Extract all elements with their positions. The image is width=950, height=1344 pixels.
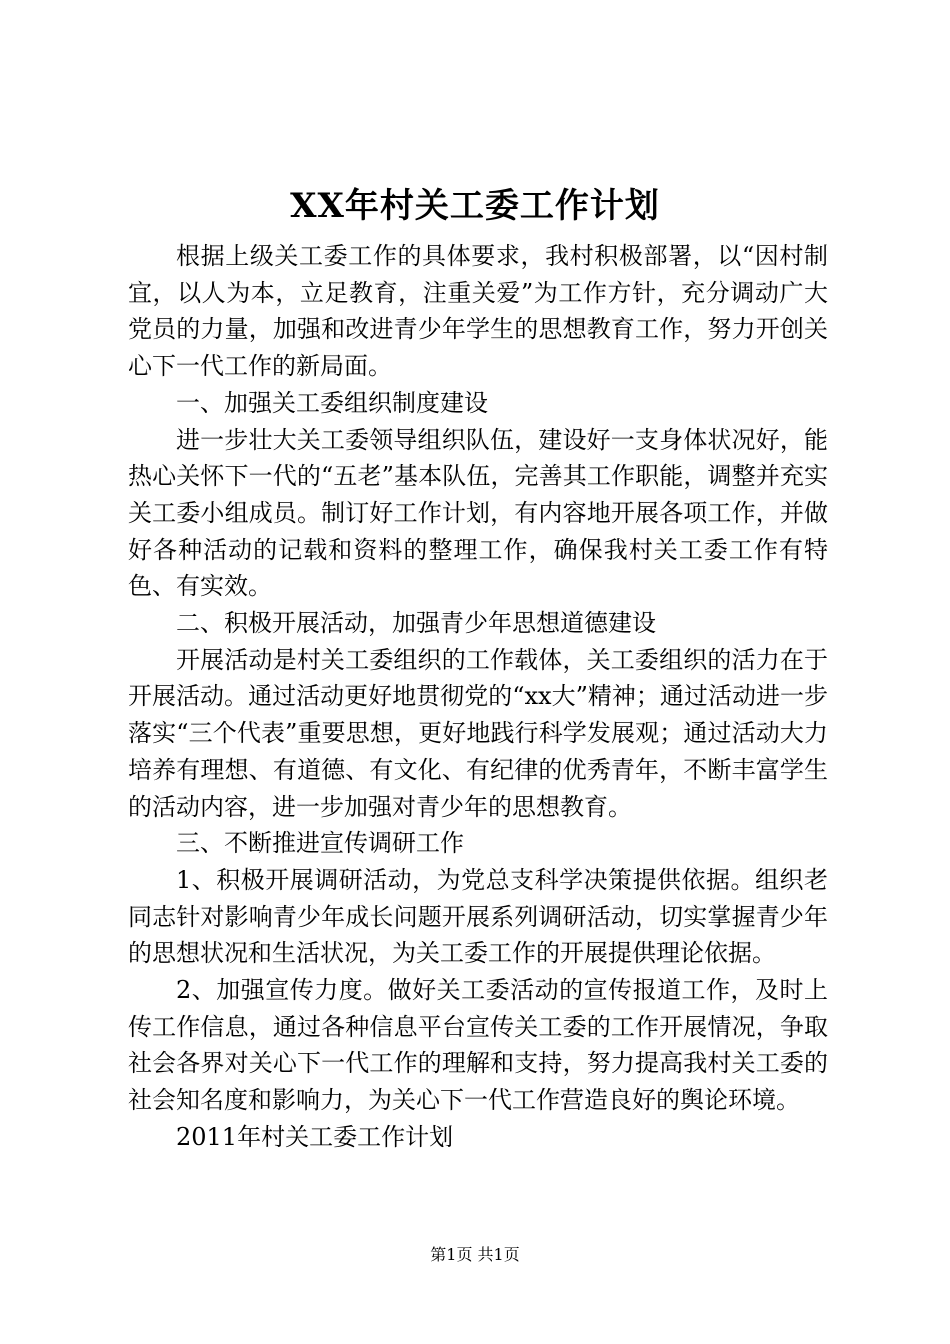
paragraph-section-1: 进一步壮大关工委领导组织队伍，建设好一支身体状况好，能热心关怀下一代的“五老”基本队伍，完善其工作职能，调整并充实关工委小组成员。制订好工作计划，有内容地开展各项工作，并做好各种活动的记载和资料的整理工作，确保我村关工委工作有特色、有实效。 — [128, 425, 828, 601]
paragraph-closing-title: 2011年村关工委工作计划 — [176, 1122, 454, 1151]
paragraph-section-2: 开展活动是村关工委组织的工作载体，关工委组织的活力在于开展活动。通过活动更好地贯彻党的“xx大”精神；通过活动进一步落实“三个代表”重要思想，更好地践行科学发展观；通过活动大力培养有理想、有道德、有文化、有纪律的优秀青年，不断丰富学生的活动内容，进一步加强对青少年的思想教育。 — [128, 645, 828, 821]
paragraph-section-3-item-2: 2、加强宣传力度。做好关工委活动的宣传报道工作，及时上传工作信息，通过各种信息平台宣传关工委的工作开展情况，争取社会各界对关心下一代工作的理解和支持，努力提高我村关工委的社会知名度和影响力，为关心下一代工作营造良好的舆论环境。 — [128, 976, 828, 1115]
document-body — [128, 238, 828, 1156]
section-heading-1: 一、加强关工委组织制度建设 — [176, 388, 488, 417]
paragraph-intro: 根据上级关工委工作的具体要求，我村积极部署，以“因村制宜，以人为本，立足教育，注重关爱”为工作方针，充分调动广大党员的力量，加强和改进青少年学生的思想教育工作，努力开创关心下一代工作的新局面。 — [128, 242, 828, 381]
paragraph-section-3-item-1: 1、积极开展调研活动，为党总支科学决策提供依据。组织老同志针对影响青少年成长问题开展系列调研活动，切实掌握青少年的思想状况和生活状况，为关工委工作的开展提供理论依据。 — [128, 865, 828, 968]
document-title: XX年村关工委工作计划 — [290, 186, 660, 226]
section-heading-3: 三、不断推进宣传调研工作 — [176, 829, 464, 858]
page-footer: 第1页 共1页 — [430, 1245, 520, 1264]
section-heading-2: 二、积极开展活动，加强青少年思想道德建设 — [176, 609, 656, 638]
